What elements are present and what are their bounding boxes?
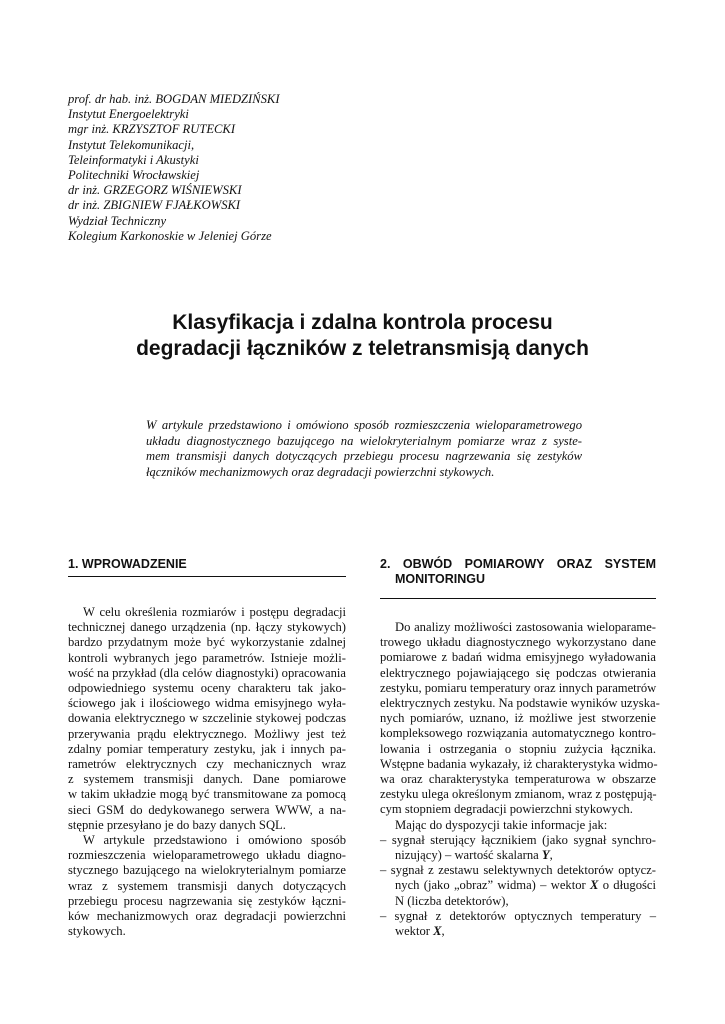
author-line: dr inż. ZBIGNIEW FJAŁKOWSKI [68,198,241,213]
body-line: zestyku ulega określonym zmianom, wraz z postępują- [380,787,657,802]
body-line: nych pomiarów, uznano, iż możliwe jest stworzenie [380,711,656,726]
body-line: Do analizy możliwości zastosowania wieloparame- [395,620,656,634]
body-line: W celu określenia rozmiarów i postępu degradacji [83,605,346,619]
bullet-continuation: nizujący) – wartość skalarna Y, [395,848,553,863]
body-line: rozmieszczenia wieloparametrowego układu diagno- [68,848,346,863]
body-line: z systemem transmisji danych. Dane pomiarowe [68,772,346,787]
section-2-heading [380,557,656,587]
abstract-line: łączników mechanizmowych oraz degradacji powierzchni stykowych. [146,464,495,479]
body-line: w takim układzie mogą być transmitowane za pomocą [68,787,346,802]
body-line: zdalny pomiar temperatury zestyku, jak i innych pa- [68,741,346,756]
section-2-body [380,620,660,939]
body-line: trowego układu diagnostycznego wykorzystano dane [380,635,656,650]
variable-x: X [433,924,442,939]
body-line: elektrycznych zestyku. Na podstawie wyników uzyska- [380,696,660,711]
title-line-1: Klasyfikacja i zdalna kontrola procesu [172,311,553,334]
author-line: prof. dr hab. inż. BOGDAN MIEDZIŃSKI [68,92,280,106]
variable-y: Y [541,848,550,863]
body-line: wraz z systemem transmisji danych dotyczących [68,878,346,893]
bullet-continuation: wektor X, [395,924,445,939]
body-line: stykowych. [68,924,126,939]
body-line: rametrów elektrycznych czy mechanicznych wraz [68,757,346,772]
author-line: mgr inż. KRZYSZTOF RUTECKI [68,122,236,137]
affiliation-line: Politechniki Wrocławskiej [68,168,200,183]
bullet-line: – sygnał z zestawu selektywnych detektorów optycz- [380,863,656,878]
section-2-rule [380,598,656,599]
variable-x: X [590,878,599,893]
bullet-continuation: nych (jako „obraz” widma) – wektor X o długości [395,878,656,893]
bullet-continuation: N (liczba detektorów), [395,893,509,908]
body-line: bardzo przydatnym może być wykorzystanie zdalnej [68,635,346,650]
bullet-line: – sygnał sterujący łącznikiem (jako sygnał synchro- [380,832,656,847]
body-line: przebiegu procesu nagrzewania się zestyków łączni- [68,893,346,908]
body-line: zestyku, pomiaru temperatury oraz innych parametrów [380,680,657,695]
body-line: stępnie przesyłano je do bazy danych SQL. [68,817,286,832]
body-line: W artykule przedstawiono i omówiono sposób [83,833,346,848]
body-line: Wstępne badania wykazały, iż charakterystyka widmo- [380,756,658,771]
body-line: cym stopniem degradacji powierzchni stykowych. [380,802,633,817]
body-line: wość na przykład (dla celów diagnostyki) opracowania [68,665,346,680]
section-1-body [68,605,346,939]
section-1-heading: 1. WPROWADZENIE [68,557,187,571]
body-line: Mając do dyspozycji takie informacje jak: [395,817,608,832]
author-line: dr inż. GRZEGORZ WIŚNIEWSKI [68,183,242,198]
body-line: odpowiedniego systemu oceny charakteru tak jako- [68,681,346,696]
body-line: ściowego jak i ilościowego widma emisyjnego wyła- [68,696,346,711]
affiliation-line: Instytut Telekomunikacji, [68,137,195,152]
abstract [146,418,582,480]
affiliation-line: Teleinformatyki i Akustyki [68,152,199,167]
section-1-rule [68,576,346,577]
body-line: kompleksowego rozwiązania automatycznego kontro- [380,726,656,741]
body-line: kontroli wybranych jego parametrów. Istnieje możli- [68,650,346,665]
title-line-2: degradacji łączników z teletransmisją danych [136,337,589,360]
body-line: przerywania prądu elektrycznego. Możliwy jest też [68,726,346,741]
author-affiliations [68,92,468,244]
paper-title [0,310,725,362]
affiliation-line: Instytut Energoelektryki [68,107,189,122]
body-line: dowania elektrycznego w szczelinie stykowej podczas [68,711,346,726]
body-line: elektrycznego pojawiającego się podczas otwierania [380,665,656,680]
section-2-heading-line-2: MONITORINGU [395,572,486,586]
section-2-heading-line-1: 2. OBWÓD POMIAROWY ORAZ SYSTEM [380,557,656,571]
affiliation-line: Kolegium Karkonoskie w Jeleniej Górze [68,228,272,243]
body-line: technicznej danego urządzenia (np. łączy stykowych) [68,620,346,635]
body-line: ków mechanizmowych oraz degradacji powierzchni [68,909,346,924]
bullet-line: – sygnał z detektorów optycznych temperatury – [380,908,656,923]
body-line: sieci GSM do dedykowanego serwera WWW, a na- [68,802,346,817]
body-line: pomiarowe z badań widma emisyjnego wyładowania [380,650,656,665]
affiliation-line: Wydział Techniczny [68,213,167,228]
abstract-line: mem transmisji danych dotyczących przebiegu procesu nagrzewania się zestyków [146,449,582,464]
abstract-line: układu diagnostycznego bazującego na wielokryterialnym pomiarze wraz z syste- [146,433,582,448]
body-line: wa oraz charakterystyka temperaturowa w obszarze [380,772,656,787]
body-line: lowania i ostrzegania o stopniu zużycia łącznika. [380,741,656,756]
abstract-line: W artykule przedstawiono i omówiono sposób rozmieszczenia wieloparametrowego [146,418,582,432]
body-line: stycznego bazującego na wielokryterialnym pomiarze [68,863,346,878]
